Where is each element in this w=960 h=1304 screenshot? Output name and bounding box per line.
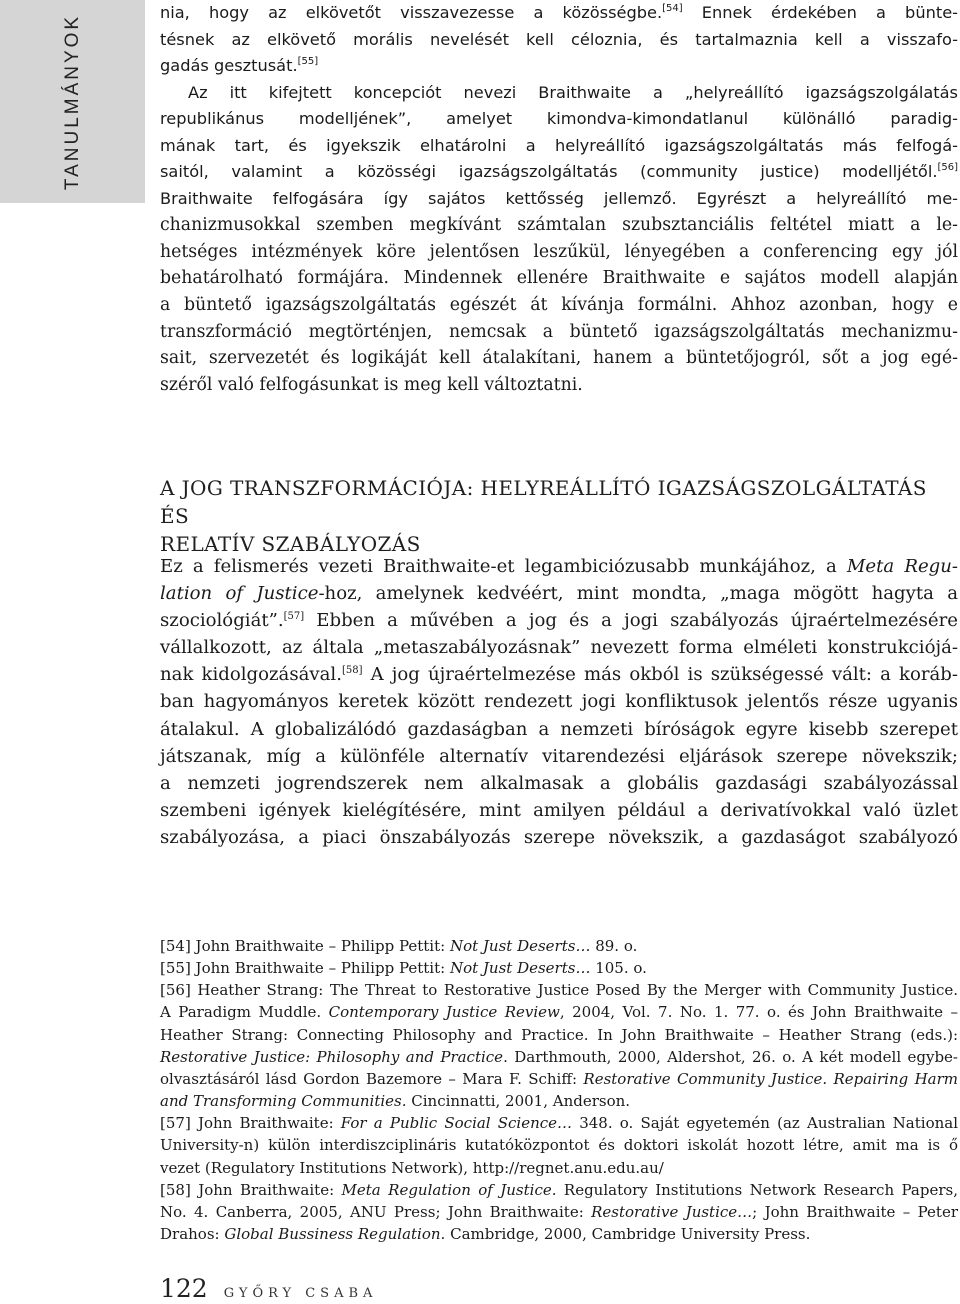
footnote-56-cont: A Paradigm Muddle. Contemporary Justice Review, 2004, Vol. 7. No. 1. 77. o. és John Braithwaite –: [160, 1003, 958, 1022]
section-tab: [0, 0, 145, 203]
footnote-56-cont: Heather Strang: Connecting Philosophy and Practice. In John Braithwaite – Heather Strang (eds.):: [160, 1025, 958, 1044]
text-line: lation of Justice-hoz, amelynek kedvéért, mint mondta, „maga mögött hagyta a: [160, 583, 958, 605]
text-line: átalakul. A globalizálódó gazdaságban a nemzeti bíróságok egyre kisebb szerepet: [160, 718, 958, 740]
text-line: szociológiát”.[57] Ebben a művében a jog és a jogi szabályozás újraértelmezésére: [160, 610, 958, 632]
footnote-57-cont: University-n) külön interdiszciplináris kutatóközpontot és doktori iskolát hozott létre, amit ma is ő: [160, 1136, 958, 1155]
footnote-57-cont: [160, 1157, 958, 1179]
footnote-54: [54] John Braithwaite – Philipp Pettit: Not Just Deserts… 89. o.: [160, 937, 638, 955]
footnote-55: [55] John Braithwaite – Philipp Pettit: Not Just Deserts… 105. o.: [160, 959, 647, 978]
footnote-ref-57[interactable]: [57]: [283, 611, 305, 623]
text-line: saitól, valamint a közösségi igazságszolgáltatás (community justice) modelljétől.[56]: [160, 162, 958, 182]
intro-text: [160, 0, 958, 398]
page-number: 122: [160, 1274, 208, 1303]
page-footer: [160, 1274, 377, 1304]
text-line: republikánus modelljének”, amelyet kimondva-kimondatlanul különálló paradig-: [160, 109, 958, 129]
footnote-ref-56[interactable]: [56]: [937, 162, 958, 174]
footnote-58: [58] John Braithwaite: Meta Regulation of Justice. Regulatory Institutions Network Research Papers,: [160, 1180, 958, 1199]
text-line: a büntető igazságszolgáltatás egészét át kívánja formálni. Ahhoz azonban, hogy e: [160, 295, 958, 316]
section-body: [160, 553, 958, 851]
footnote-56-cont: and Transforming Communities. Cincinnatti, 2001, Anderson.: [160, 1092, 631, 1111]
text-line: transzformáció megtörténjen, nemcsak a büntető igazságszolgáltatás mechanizmu-: [160, 321, 958, 342]
text-line: Braithwaite felfogására így sajátos kettősség jellemző. Egyrészt a helyreállító me-: [160, 188, 959, 208]
text-line: ban hagyományos keretek között rendezett jogi konfliktusok jelentős része ugyanis: [160, 691, 958, 713]
section-tab-label: TANULMÁNYOK: [61, 13, 83, 190]
text-line: a nemzeti jogrendszerek nem alkalmasak a globális gazdasági szabályozással: [160, 772, 958, 794]
text-line: sait, szervezetét és logikáját kell átalakítani, hanem a büntetőjogról, sőt a jog egé-: [160, 348, 958, 369]
text-line: tésnek az elkövető morális nevelését kell céloznia, és tartalmaznia kell a visszafo-: [160, 29, 958, 49]
text-line: chanizmusokkal szemben megkívánt számtalan szubsztanciális feltétel miatt a le-: [160, 215, 958, 236]
footnotes: [160, 935, 958, 1245]
text-line: Ez a felismerés vezeti Braithwaite-et legambiciózusabb munkájához, a Meta Regu-: [160, 556, 958, 577]
footnote-link[interactable]: vezet (Regulatory Institutions Network), http://regnet.anu.edu.au/: [160, 1158, 664, 1177]
footnote-57: [57] John Braithwaite: For a Public Social Science… 348. o. Saját egyetemén (az Australian National: [160, 1114, 958, 1133]
text-line: hetséges intézmények köre jelentősen leszűkül, lényegében a conferencing egy jól: [160, 241, 958, 262]
text-line: mának tart, és igyekszik elhatárolni a helyreállító igazságszolgáltatás más felfogá-: [160, 135, 958, 155]
text-line: gadás gesztusát.[55]: [160, 56, 319, 76]
footnote-58-cont: No. 4. Canberra, 2005, ANU Press; John Braithwaite: Restorative Justice…; John Braithwaite – Peter: [160, 1202, 959, 1221]
text-line: szabályozása, a piaci önszabályozás szerepe növekszik, a gazdaságot szabályozó: [160, 826, 958, 848]
footnote-56: [56] Heather Strang: The Threat to Restorative Justice Posed By the Merger with Community Justice.: [160, 981, 958, 1000]
running-author: GYŐRY CSABA: [223, 1286, 378, 1301]
footnote-56-cont: olvasztásáról lásd Gordon Bazemore – Mara F. Schiff: Restorative Community Justice. Repairing Harm: [160, 1069, 958, 1088]
footnote-ref-55[interactable]: [55]: [297, 56, 319, 68]
footnote-ref-58[interactable]: [58]: [341, 665, 363, 677]
section-heading: A JOG TRANSZFORMÁCIÓJA: HELYREÁLLÍTÓ IGAZSÁGSZOLGÁLTATÁS ÉS RELATÍV SZABÁLYOZÁS: [160, 476, 927, 556]
text-line: játszanak, míg a különféle alternatív vitarendezési eljárások szerepe növekszik;: [160, 745, 958, 767]
text-line: szembeni igények kielégítésére, mint amilyen például a derivatívokkal való üzlet: [160, 799, 958, 821]
text-line: Az itt kifejtett koncepciót nevezi Braithwaite a „helyreállító igazságszolgálatás: [188, 82, 958, 102]
text-line: behatárolható formájára. Mindennek ellenére Braithwaite e sajátos modell alapján: [160, 268, 958, 289]
footnote-56-cont: Restorative Justice: Philosophy and Practice. Darthmouth, 2000, Aldershot, 26. o. A két modell egybe-: [160, 1047, 959, 1066]
footnote-ref-54[interactable]: [54]: [662, 3, 683, 14]
text-line: vállalkozott, az általa „metaszabályozásnak” nevezett forma elméleti konstrukciójá-: [160, 637, 958, 659]
footnote-58-cont: Drahos: Global Bussiness Regulation. Cambridge, 2000, Cambridge University Press.: [160, 1225, 811, 1244]
text-line: nak kidolgozásával.[58] A jog újraértelmezése más okból is szükségessé vált: a koráb-: [160, 664, 958, 686]
text-line: széről való felfogásunkat is meg kell változtatni.: [160, 374, 583, 395]
text-line: nia, hogy az elkövetőt visszavezesse a közösségbe.[54] Ennek érdekében a bünte-: [160, 3, 958, 22]
